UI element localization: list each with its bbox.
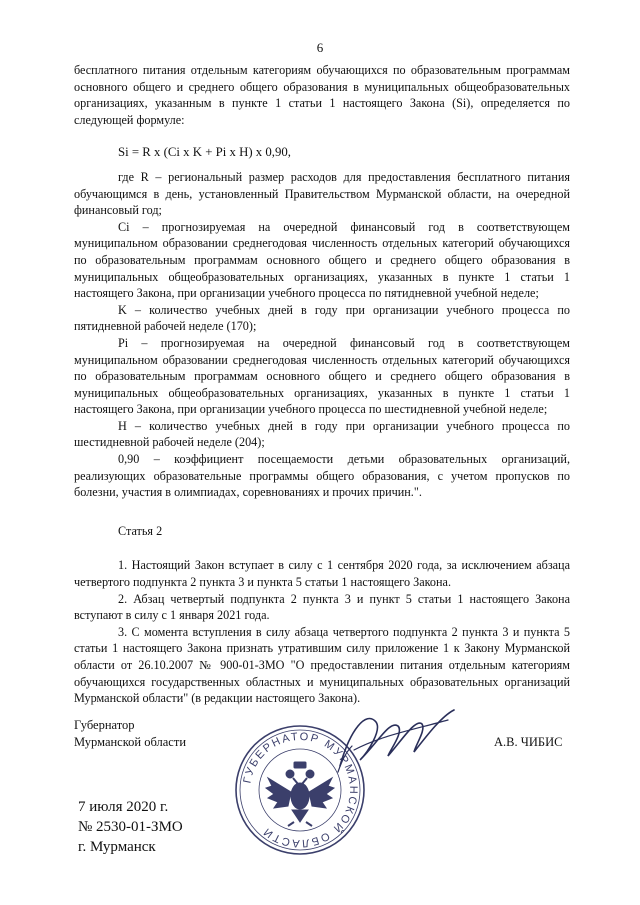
svg-text:ГУБЕРНАТОР МУРМАНСКОЙ ОБЛАСТИ: ГУБЕРНАТОР МУРМАНСКОЙ ОБЛАСТИ [241,730,360,850]
article-title: Статья 2 [118,523,163,538]
footer-city: г. Мурманск [78,839,156,855]
paragraph-intro: бесплатного питания отдельным категориям обучающихся по образовательным программам основного общего и среднего общего образования в муниципальных общеобразовательных организациях, указанным в пункте 1 статьи 1 настоящего Закона (Si), определяется по следующей формуле: [74,63,570,127]
article-item-1: 1. Настоящий Закон вступает в силу с 1 сентября 2020 года, за исключением абзаца четвертого подпункта 2 пункта 3 и пункта 5 статьи 1 настоящего Закона. [74,558,570,590]
signatory-title [74,717,186,751]
signatory-title-line1: Губернатор [74,718,135,732]
definition-r: где R – региональный размер расходов для предоставления бесплатного питания обучающимся в день, установленный Правительством Мурманской области, на очередной финансовый год; [74,169,570,218]
article-item-3: 3. С момента вступления в силу абзаца четвертого подпункта 2 пункта 3 и пункта 5 статьи 1 настоящего Закона признать утратившим силу приложение 1 к Закону Мурманской области от 26.10.2007 № 900-01-ЗМО "О предоставлении питания отдельным категориям обучающихся государственных областных и муниципальных образовательных организаций Мурманской области" (в редакции настоящего Закона). [74,624,570,706]
handwritten-signature-icon [320,700,470,780]
page-number: 6 [316,40,324,55]
footer-number: № 2530-01-ЗМО [78,819,183,835]
definition-ci: Ci – прогнозируемая на очередной финансовый год в соответствующем муниципальном образовании среднегодовая численность отдельных категорий обучающихся по образовательным программам основного общего и среднего общего образования в муниципальных общеобразовательных организациях, указанных в пункте 1 статьи 1 настоящего Закона, при организации учебного процесса по пятидневной учебной неделе; [74,219,570,301]
footer-date: 7 июля 2020 г. [78,799,169,815]
signatory-title-line2: Мурманской области [74,734,187,749]
formula: Si = R x (Ci x K + Pi x H) x 0,90, [118,145,291,160]
definition-pi: Pi – прогнозируемая на очередной финансовый год в соответствующем муниципальном образовании среднегодовая численность отдельных категорий обучающихся по образовательным программам основного общего и среднего общего образования в муниципальных общеобразовательных организациях, указанных в пункте 1 статьи 1 настоящего Закона, при организации учебного процесса по шестидневной учебной неделе; [74,335,570,417]
definition-coefficient: 0,90 – коэффициент посещаемости детьми образовательных организаций, реализующих образовательные программы общего образования, с учетом пропусков по болезни, участия в олимпиадах, соревнованиях и прочих причин.". [74,452,570,500]
signatory-name-text: А.В. ЧИБИС [494,735,563,749]
definition-k: K – количество учебных дней в году при организации учебного процесса по пятидневной рабочей неделе (170); [74,302,570,334]
document-body [74,62,570,707]
definition-h: H – количество учебных дней в году при организации учебного процесса по шестидневной рабочей неделе (204); [74,418,570,450]
article-item-2: 2. Абзац четвертый подпункта 2 пункта 3 и пункт 5 статьи 1 настоящего Закона вступают в силу с 1 января 2021 года. [74,591,570,623]
signatory-name [494,735,562,750]
document-footer [78,797,183,857]
